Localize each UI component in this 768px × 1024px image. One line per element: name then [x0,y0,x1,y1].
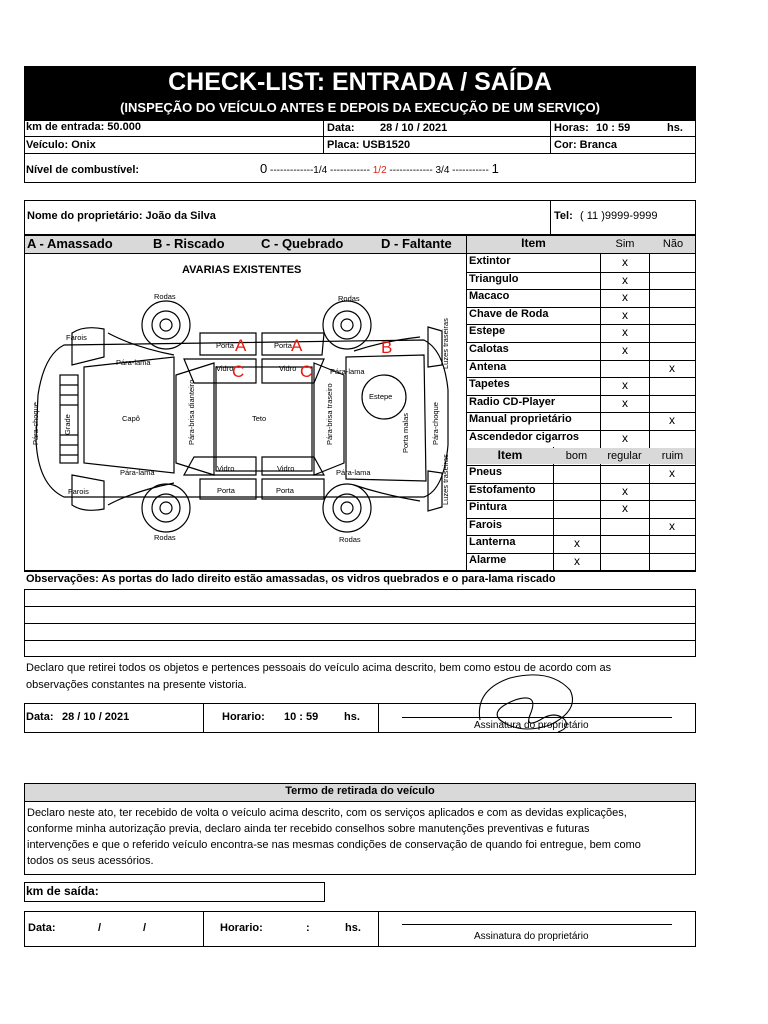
entry-date-value: 28 / 10 / 2021 [62,711,130,723]
exit-date-label: Data: [28,922,56,934]
checklist-item-name: Estepe [469,325,506,338]
lbl-rodas-1: Rodas [154,292,176,301]
entry-time-unit: hs. [344,711,360,723]
lbl-parabrisa-dianteiro: Pára-brisa dianteiro [187,379,196,445]
lbl-teto: Teto [252,414,267,423]
km-exit-label: km de saída: [26,884,99,898]
lbl-parachoque-rear: Pára-choque [431,402,440,445]
plate: Placa: USB1520 [327,139,411,151]
condition-item-name: Pintura [469,501,507,514]
wheel-rear-top [323,301,371,349]
checklist-item-name: Chave de Roda [469,307,549,320]
condition-header-ruim: ruim [661,450,684,462]
lbl-rodas-4: Rodas [339,535,361,544]
lbl-porta-2: Porta [274,341,292,350]
withdrawal-line-3: intervenções e que o referido veículo encontra-se nas mesmas condições de conservação de quando foi entregue, bem como [27,839,641,851]
condition-header-regular: regular [607,450,642,462]
fuel-label: Nível de combustível: [26,164,140,176]
date-label: Data: [327,122,355,134]
condition-header-item: Item [497,448,523,462]
date-value: 28 / 10 / 2021 [380,122,448,134]
lbl-estepe: Estepe [369,392,393,401]
checklist-mark-sim: x [622,307,628,322]
entry-time-label: Horario: [222,711,265,723]
lbl-paralama-1: Pára-lama [116,358,151,367]
damage-mark-c-2: C [300,362,313,381]
legend-d: D - Faltante [381,236,452,251]
checklist-mark-sim: x [622,272,628,287]
checklist-header-item: Item [521,236,546,250]
fuel-zero: 0 [260,161,268,176]
condition-item-name: Estofamento [469,483,536,496]
checklist-header-nao: Não [662,238,684,250]
lbl-parachoque-front: Pára-choque [31,402,40,445]
checklist-mark-sim: x [622,255,628,269]
condition-mark-regular: x [622,501,628,516]
exit-time-label: Horario: [220,922,263,934]
tel-value: ( 11 )9999-9999 [580,210,658,222]
lbl-porta-4: Porta [276,486,294,495]
checklist-item-name: Calotas [469,343,509,355]
lbl-porta-malas: Porta malas [401,412,410,453]
condition-mark-regular: x [622,483,628,498]
lbl-paralama-4: Pára-lama [336,468,371,477]
lbl-rodas-3: Rodas [154,533,176,542]
lbl-farois-2: Farois [68,487,89,496]
lbl-parabrisa-traseiro: Pára-brisa traseiro [325,383,334,445]
fuel-dash-1: -------------1/4 ------------ [267,165,373,176]
page-subtitle: (INSPEÇÃO DO VEÍCULO ANTES E DEPOIS DA EXECUÇÃO DE UM SERVIÇO) [24,98,696,120]
checklist-item-name: Extintor [469,255,511,267]
damage-mark-c-1: C [232,362,245,381]
car-diagram [24,285,454,553]
wheel-front-bottom [142,484,190,532]
checklist-mark-sim: x [622,431,628,445]
damage-mark-a-1: A [235,336,247,355]
lbl-rodas-2: Rodas [338,294,360,303]
lbl-luzes-traseiras-1: Luzes traseiras [441,318,450,369]
condition-mark-bom: x [574,554,580,568]
wheel-front-top [142,301,190,349]
lbl-capo: Capô [122,414,140,423]
condition-mark-ruim: x [669,518,675,533]
color: Cor: Branca [554,139,617,151]
lbl-porta-1: Porta [216,341,234,350]
withdrawal-line-2: conforme minha autorização previa, declaro ainda ter recebido conselhos sobre manutenções preventivas e futuras [27,823,590,835]
fuel-dash-2: ------------- 3/4 ----------- [386,165,492,176]
fuel-level-gauge [260,161,499,176]
checklist-mark-sim: x [622,395,628,410]
vehicle: Veículo: Onix [26,139,96,151]
withdrawal-line-4: todos os seus acessórios. [27,855,154,867]
hours-label: Horas: [554,122,589,134]
condition-item-name: Alarme [469,554,507,566]
legend-b: B - Riscado [153,236,225,251]
lbl-grade: Grade [63,414,72,435]
fuel-one: 1 [491,161,499,176]
entry-date-label: Data: [26,711,54,723]
wheel-rear-bottom [323,484,371,532]
checklist-header-sim: Sim [615,238,635,250]
checklist-item-name: Manual proprietário [469,413,572,426]
diagram-title: AVARIAS EXISTENTES [182,264,302,276]
checklist-mark-nao: x [669,413,675,428]
hours-value: 10 : 59 [596,122,631,134]
checklist-mark-sim: x [622,343,628,357]
lbl-porta-3: Porta [217,486,235,495]
declaration-line-2: observações constantes na presente vistoria. [26,679,247,691]
withdrawal-title: Termo de retirada do veículo [285,785,435,797]
entry-signature-label: Assinatura do proprietário [474,720,589,731]
checklist-item-name: Triangulo [469,272,519,285]
checklist-item-name: Ascendedor cigarros [469,431,580,443]
lbl-vidro-3: Vidro [217,464,235,473]
exit-time-colon: : [306,922,310,934]
condition-item-name: Pneus [469,466,503,478]
exit-date-slash-1: / [98,922,102,934]
condition-mark-bom: x [574,536,580,551]
damage-mark-a-2: A [291,336,303,355]
declaration-line-1: Declaro que retirei todos os objetos e pertences pessoais do veículo acima descrito, bem como estou de acordo com as [26,662,612,674]
lbl-farois-1: Farois [66,333,87,342]
checklist-mark-nao: x [669,360,675,375]
condition-item-name: Lanterna [469,536,516,549]
checklist-item-name: Radio CD-Player [469,395,556,408]
withdrawal-line-1: Declaro neste ato, ter recebido de volta o veículo acima descrito, com os serviços aplicados e com as devidas explicações, [27,807,627,819]
checklist-item-name: Antena [469,360,507,373]
observations: Observações: As portas do lado direito estão amassadas, os vidros quebrados e o para-lama riscado [26,573,556,585]
tel-label: Tel: [554,210,573,222]
lbl-luzes-traseiras-2: Luzes traseiras [441,454,450,505]
checklist-mark-sim: x [622,325,628,340]
lbl-vidro-1: Vidro [216,364,234,373]
exit-signature-label: Assinatura do proprietário [474,931,589,942]
damage-mark-b: B [381,338,393,357]
page-title: CHECK-LIST: ENTRADA / SAÍDA [24,66,696,98]
condition-item-name: Farois [469,518,503,531]
checklist-mark-sim: x [622,378,628,393]
condition-header-bom: bom [565,450,588,462]
km-entrada: km de entrada: 50.000 [26,121,141,133]
checklist-item-name: Tapetes [469,378,510,391]
checklist-mark-sim: x [622,290,628,305]
exit-date-slash-2: / [143,922,147,934]
lbl-vidro-2: Vidro [279,364,297,373]
fuel-half: 1/2 [372,165,387,176]
legend-c: C - Quebrado [261,236,344,251]
exit-time-unit: hs. [345,922,361,934]
legend-a: A - Amassado [27,236,113,251]
hours-unit: hs. [667,122,683,134]
lbl-vidro-4: Vidro [277,464,295,473]
checklist-item-name: Macaco [469,290,510,303]
lbl-paralama-2: Pára-lama [120,468,155,477]
lbl-paralama-3: Pára-lama [330,367,365,376]
entry-time-value: 10 : 59 [284,711,319,723]
owner-name: Nome do proprietário: João da Silva [27,210,216,222]
condition-mark-ruim: x [669,466,675,480]
